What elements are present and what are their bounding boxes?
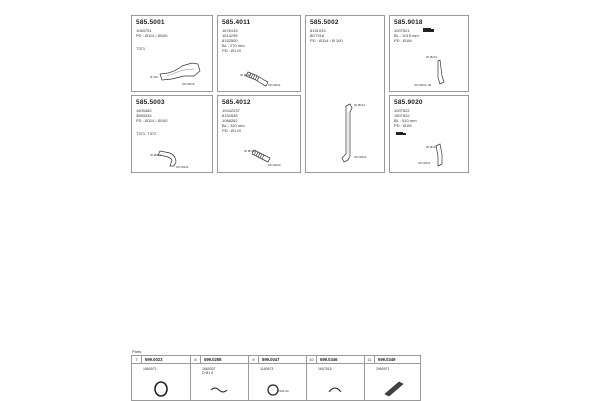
hanger-drawing [191,356,249,400]
parts-index: 7 [132,356,142,363]
parts-cell [132,356,190,400]
part-spec-line: T371, T372 [136,131,157,136]
part-number: 585.4012 [222,99,251,106]
pipe-drawing [390,16,470,93]
part-spec-line: 1083751 [136,28,152,33]
pipe-drawing [390,96,470,174]
flex-pipe-drawing [218,96,302,174]
dimension-label: OD Ø110 [268,163,281,167]
part-number: 585.9020 [394,99,423,106]
parts-line: 2960971 [376,367,390,371]
parts-line: 1660971 [143,367,157,371]
part-card-585-4011 [217,15,301,92]
part-card-585-5001 [131,15,213,92]
dimension-label: Ø101-60 [277,389,289,393]
parts-cell [248,356,306,400]
parts-line: 1607515 [318,367,332,371]
part-spec-line: 8152535 [222,113,238,118]
dimension-label: OD Ø114 [182,82,195,86]
parts-index: 10 [307,356,317,363]
tailpipe-drawing [306,16,386,174]
part-spec-line: 3983334 [136,113,152,118]
part-number: 585.5003 [136,99,165,106]
part-spec-line: 8152500 [222,38,238,43]
part-spec-line: PD : Ø114 / Ø 100 [310,38,343,43]
parts-code: 599.0346 [320,357,338,362]
part-spec-line: PD : Ø114 / Ø100 [136,118,168,123]
dimension-label: ID Ø114 [150,153,161,157]
dimension-label: OD Ø114 [418,161,431,165]
parts-line: 1660307 [202,367,216,371]
clamp-drawing [249,356,307,400]
dimension-label: ID Ø110 [244,149,255,153]
dimension-label: OD Ø114 1B [414,83,431,87]
dimension-label: ID Ø114 [426,145,437,149]
part-card-585-4012 [217,95,301,173]
part-spec-line: PD : Ø1M [394,38,412,43]
dimension-label: Ø 110 [150,75,158,79]
clamp-ring-drawing [132,356,190,400]
part-number: 585.5001 [136,19,165,26]
dimension-label: ID Ø114 [426,55,437,59]
bend-pipe-drawing [132,96,214,174]
part-card-585-5003 [131,95,213,173]
parts-index: 8 [191,356,201,363]
part-spec-line: BL : 320 mm [222,123,245,128]
parts-cell [364,356,420,400]
flex-pipe-drawing [218,16,302,93]
part-spec-line: 1068262 [222,118,238,123]
parts-cell [306,356,364,400]
part-spec-line: PD : Ø1 M [222,48,241,53]
part-spec-line: 1614295 [222,33,238,38]
part-spec-line: BL : 510 mm [394,118,417,123]
parts-index: 9 [249,356,259,363]
dimension-label: OD Ø114 [354,155,367,159]
parts-title: Parts [132,349,142,354]
truck-icon [396,132,403,135]
part-spec-line: BL : 270 mm [222,43,245,48]
part-spec-line: PD : Ø114 / Ø100 [136,33,168,38]
part-spec-line: PD : Ø1 M [222,128,241,133]
parts-line: 1160973 [260,367,274,371]
part-number: 585.9018 [394,19,423,26]
part-spec-line: 1007521 [394,28,410,33]
part-card-585-9020 [389,95,469,173]
part-spec-line: BL : 1015 mm [394,33,419,38]
part-number: 585.4011 [222,19,251,26]
parts-code: 599.0047 [262,357,280,362]
part-spec-line: 1607522 [394,113,410,118]
part-number: 585.5002 [310,19,339,26]
part-spec-line: 1605482 [136,108,152,113]
parts-line: D Ø1 6 [202,371,214,375]
truck-icon [423,28,431,32]
part-spec-line: 1007522 [394,108,410,113]
parts-code: 599.0349 [378,357,396,362]
part-spec-line: T371 [136,46,146,51]
parts-table [131,355,421,401]
part-spec-line: 10442237 [222,108,240,113]
part-spec-line: 8D7316 [310,33,325,38]
part-spec-line: PD : Ø1M [394,123,412,128]
mounting-bracket-drawing [365,356,421,400]
part-spec-line: 8151033 [310,28,326,33]
exhaust-pipe-drawing [132,16,214,93]
parts-index: 11 [365,356,375,363]
part-spec-line: 1676133 [222,28,238,33]
dimension-label: OD Ø114 [176,165,189,169]
dimension-label: ID Ø114 [240,73,251,77]
dimension-label: OD Ø114 [268,83,281,87]
parts-code: 599.0258 [204,357,222,362]
part-card-585-5002 [305,15,385,173]
dimension-label: ID Ø114 [354,103,365,107]
part-card-585-9018 [389,15,469,92]
bracket-drawing [307,356,365,400]
parts-cell [190,356,248,400]
parts-code: 599.0023 [145,357,163,362]
